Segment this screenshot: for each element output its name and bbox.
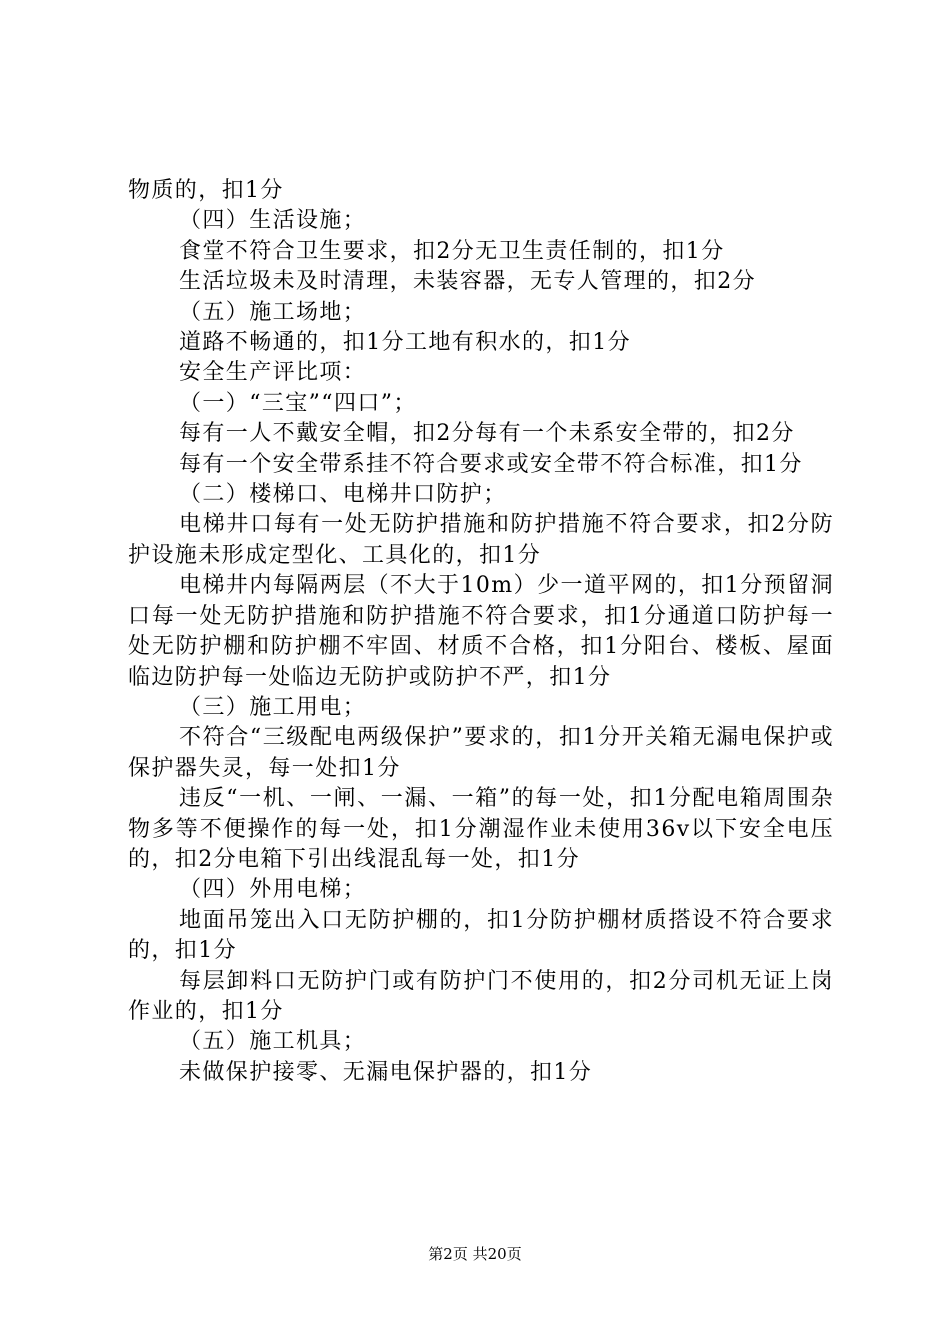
section-heading-machinery: （五）施工机具； [179, 1029, 367, 1055]
section-heading-three-treasures: （一）“三宝”“四口”； [179, 390, 417, 416]
paragraph: 每有一人不戴安全帽，扣2分每有一个未系安全带的，扣2分 [179, 421, 795, 447]
paragraph: 不符合“三级配电两级保护”要求的，扣1分开关箱无漏电保护或保护器失灵，每一处扣1分 [128, 725, 834, 781]
paragraph: 违反“一机、一闸、一漏、一箱”的每一处，扣1分配电箱周围杂物多等不便操作的每一处，扣1分潮湿作业未使用36v以下安全电压的，扣2分电箱下引出线混乱每一处，扣1分 [128, 786, 834, 872]
section-heading-stair-elevator: （二）楼梯口、电梯井口防护； [179, 482, 507, 508]
paragraph: 每层卸料口无防护门或有防护门不使用的，扣2分司机无证上岗作业的，扣1分 [128, 968, 834, 1024]
paragraph-continuation: 物质的，扣1分 [128, 178, 284, 203]
section-heading-electricity: （三）施工用电； [179, 694, 367, 720]
paragraph: 食堂不符合卫生要求，扣2分无卫生责任制的，扣1分 [179, 238, 725, 264]
section-heading-construction-site: （五）施工场地； [179, 299, 367, 325]
paragraph: 每有一个安全带系挂不符合要求或安全带不符合标准，扣1分 [179, 451, 803, 477]
paragraph: 未做保护接零、无漏电保护器的，扣1分 [179, 1059, 593, 1085]
section-heading-external-elevator: （四）外用电梯； [179, 877, 367, 903]
page-footer: 第2页 共20页 [428, 1245, 522, 1263]
section-heading-safety-evaluation: 安全生产评比项： [179, 360, 367, 386]
section-heading-living-facilities: （四）生活设施； [179, 208, 367, 234]
paragraph: 电梯井口每有一处无防护措施和防护措施不符合要求，扣2分防护设施未形成定型化、工具化的，扣1分 [128, 512, 834, 568]
paragraph: 地面吊笼出入口无防护棚的，扣1分防护棚材质搭设不符合要求的，扣1分 [128, 907, 834, 964]
document-body [128, 176, 834, 1088]
paragraph: 电梯井内每隔两层（不大于10m）少一道平网的，扣1分预留洞口每一处无防护措施和防护措施不符合要求，扣1分通道口防护每一处无防护棚和防护棚不牢固、材质不合格，扣1分阳台、楼板、屋面临边防护每一处临边无防护或防护不严，扣1分 [128, 573, 834, 690]
paragraph: 道路不畅通的，扣1分工地有积水的，扣1分 [179, 330, 631, 356]
paragraph: 生活垃圾未及时清理，未装容器，无专人管理的，扣2分 [179, 269, 756, 295]
